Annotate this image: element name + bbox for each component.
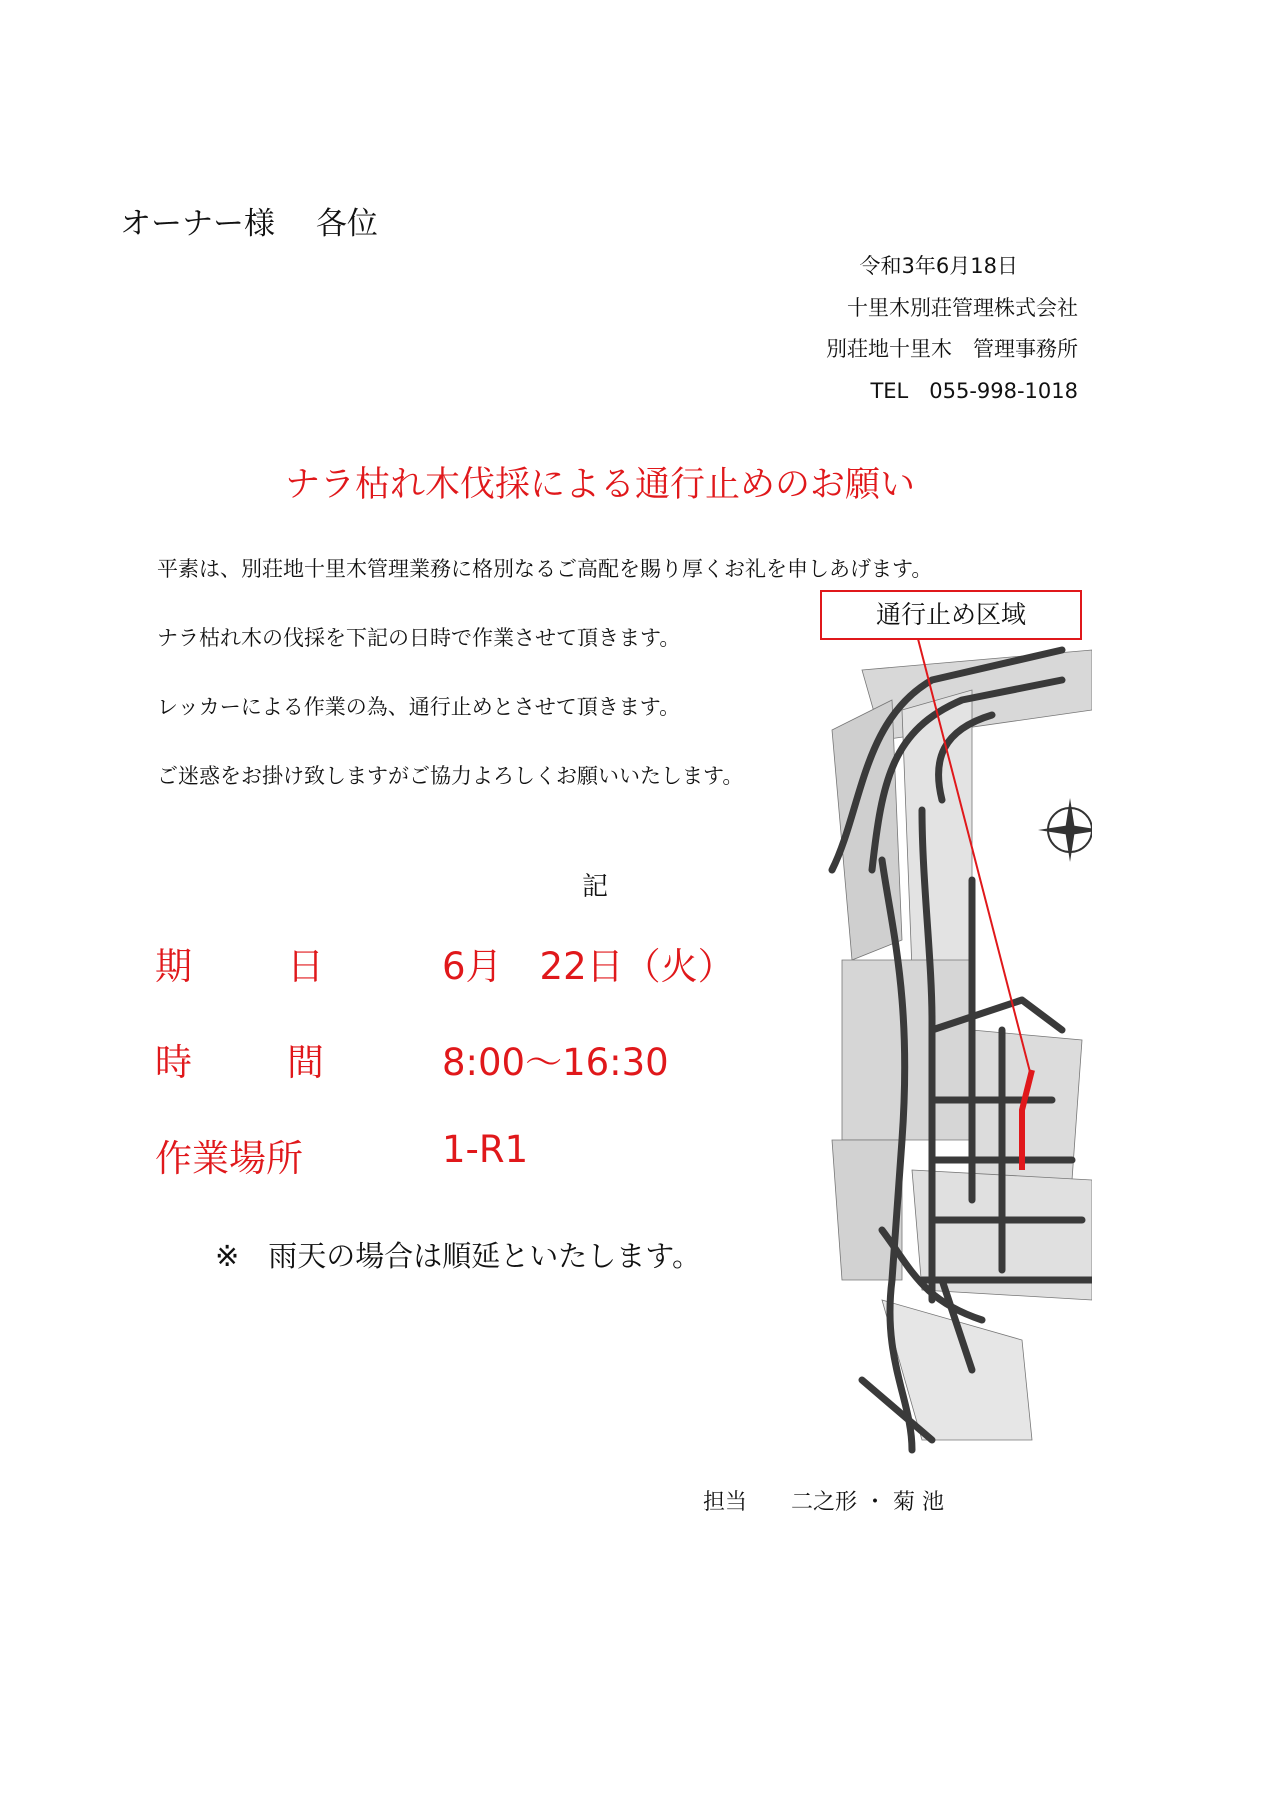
time-label: 時 [155,1041,192,1084]
lot-grid [832,650,1092,1440]
office-name: 別荘地十里木 管理事務所 [826,337,1078,361]
issue-date: 令和3年6月18日 [859,254,1018,278]
date-value: 6月 22日（火） [442,945,735,988]
place-label: 作業場所 [155,1137,303,1180]
salutation: オーナー様 各位 [120,206,378,242]
time-value: 8:00～16:30 [442,1041,669,1084]
ki-heading: 記 [582,872,609,902]
company-name: 十里木別荘管理株式会社 [847,296,1078,320]
closure-zone-label: 通行止め区域 [820,590,1082,640]
site-map [822,580,1092,1460]
telephone: TEL 055-998-1018 [870,379,1078,403]
date-label: 期 [155,945,192,988]
date-label: 日 [287,945,324,988]
place-value: 1-R1 [442,1128,529,1171]
body-paragraph: レッカーによる作業の為、通行止めとさせて頂きます。 [157,695,681,719]
staff-in-charge: 担当 二之形 ・ 菊 池 [703,1490,944,1515]
body-paragraph: 平素は、別荘地十里木管理業務に格別なるご高配を賜り厚くお礼を申しあげます。 [157,557,933,581]
time-label: 間 [287,1041,324,1084]
body-paragraph: ナラ枯れ木の伐採を下記の日時で作業させて頂きます。 [157,626,681,650]
compass-icon [1038,798,1092,862]
rain-note: ※ 雨天の場合は順延といたします。 [215,1239,701,1273]
body-paragraph: ご迷惑をお掛け致しますがご協力よろしくお願いいたします。 [157,764,744,788]
notice-title: ナラ枯れ木伐採による通行止めのお願い [284,465,915,505]
